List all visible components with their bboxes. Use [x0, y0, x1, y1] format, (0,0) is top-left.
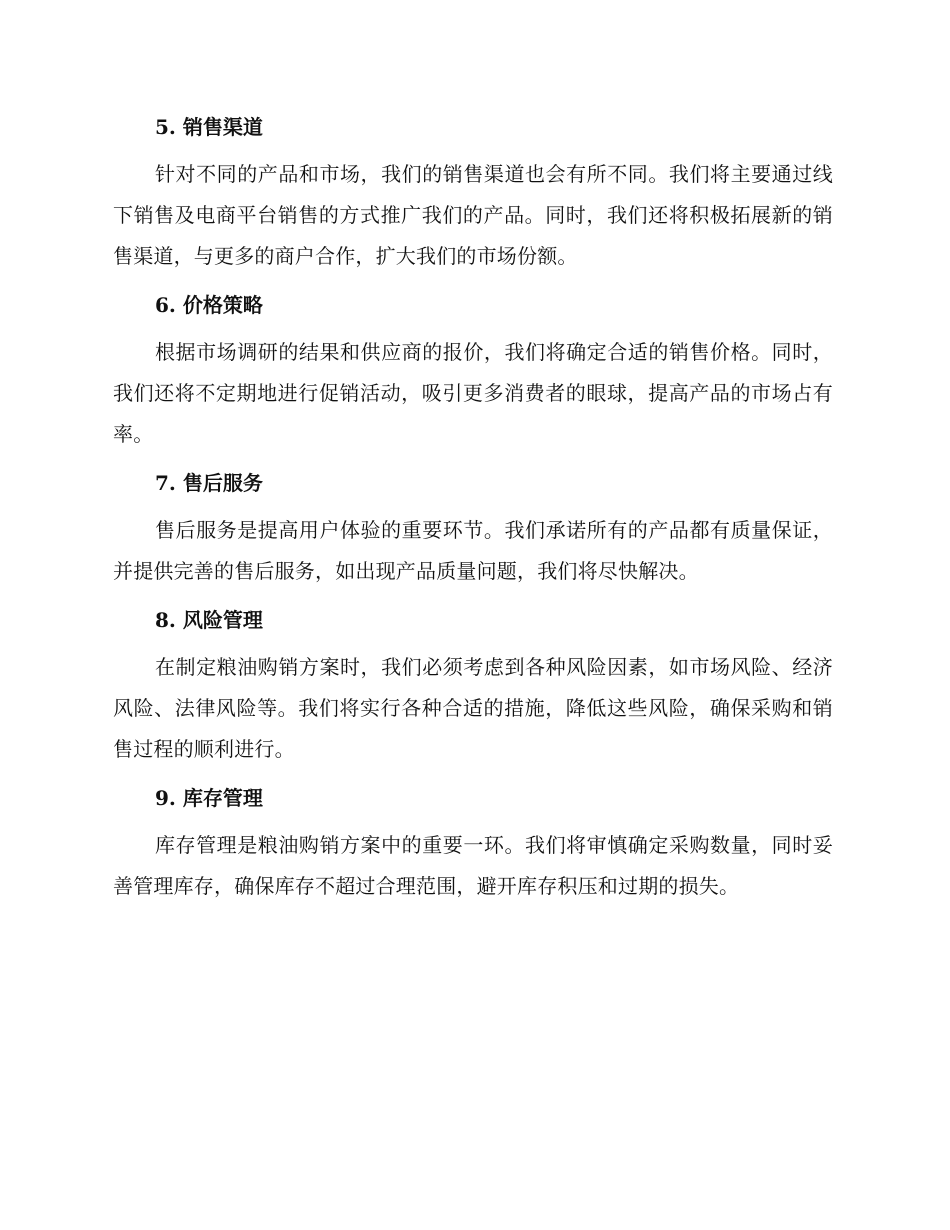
section-paragraph: 在制定粮油购销方案时，我们必须考虑到各种风险因素，如市场风险、经济风险、法律风险等。我们将实行各种合适的措施，降低这些风险，确保采购和销售过程的顺利进行。 [113, 655, 833, 761]
section-risk-management [113, 601, 833, 770]
section-heading: 6. 价格策略 [155, 293, 263, 317]
section-heading: 7. 售后服务 [155, 471, 263, 495]
document-body [113, 108, 833, 916]
section-paragraph: 根据市场调研的结果和供应商的报价，我们将确定合适的销售价格。同时，我们还将不定期地进行促销活动，吸引更多消费者的眼球，提高产品的市场占有率。 [113, 340, 833, 446]
section-sales-channels [113, 108, 833, 277]
section-heading: 5. 销售渠道 [155, 115, 263, 139]
section-after-sales [113, 464, 833, 592]
section-inventory-management [113, 779, 833, 907]
section-heading: 8. 风险管理 [155, 608, 263, 632]
section-heading: 9. 库存管理 [155, 786, 263, 810]
section-paragraph: 库存管理是粮油购销方案中的重要一环。我们将审慎确定采购数量，同时妥善管理库存，确保库存不超过合理范围，避开库存积压和过期的损失。 [113, 833, 833, 898]
section-paragraph: 售后服务是提高用户体验的重要环节。我们承诺所有的产品都有质量保证，并提供完善的售后服务，如出现产品质量问题，我们将尽快解决。 [113, 518, 833, 583]
section-pricing-strategy [113, 286, 833, 455]
section-paragraph: 针对不同的产品和市场，我们的销售渠道也会有所不同。我们将主要通过线下销售及电商平台销售的方式推广我们的产品。同时，我们还将积极拓展新的销售渠道，与更多的商户合作，扩大我们的市场份额。 [113, 162, 833, 268]
